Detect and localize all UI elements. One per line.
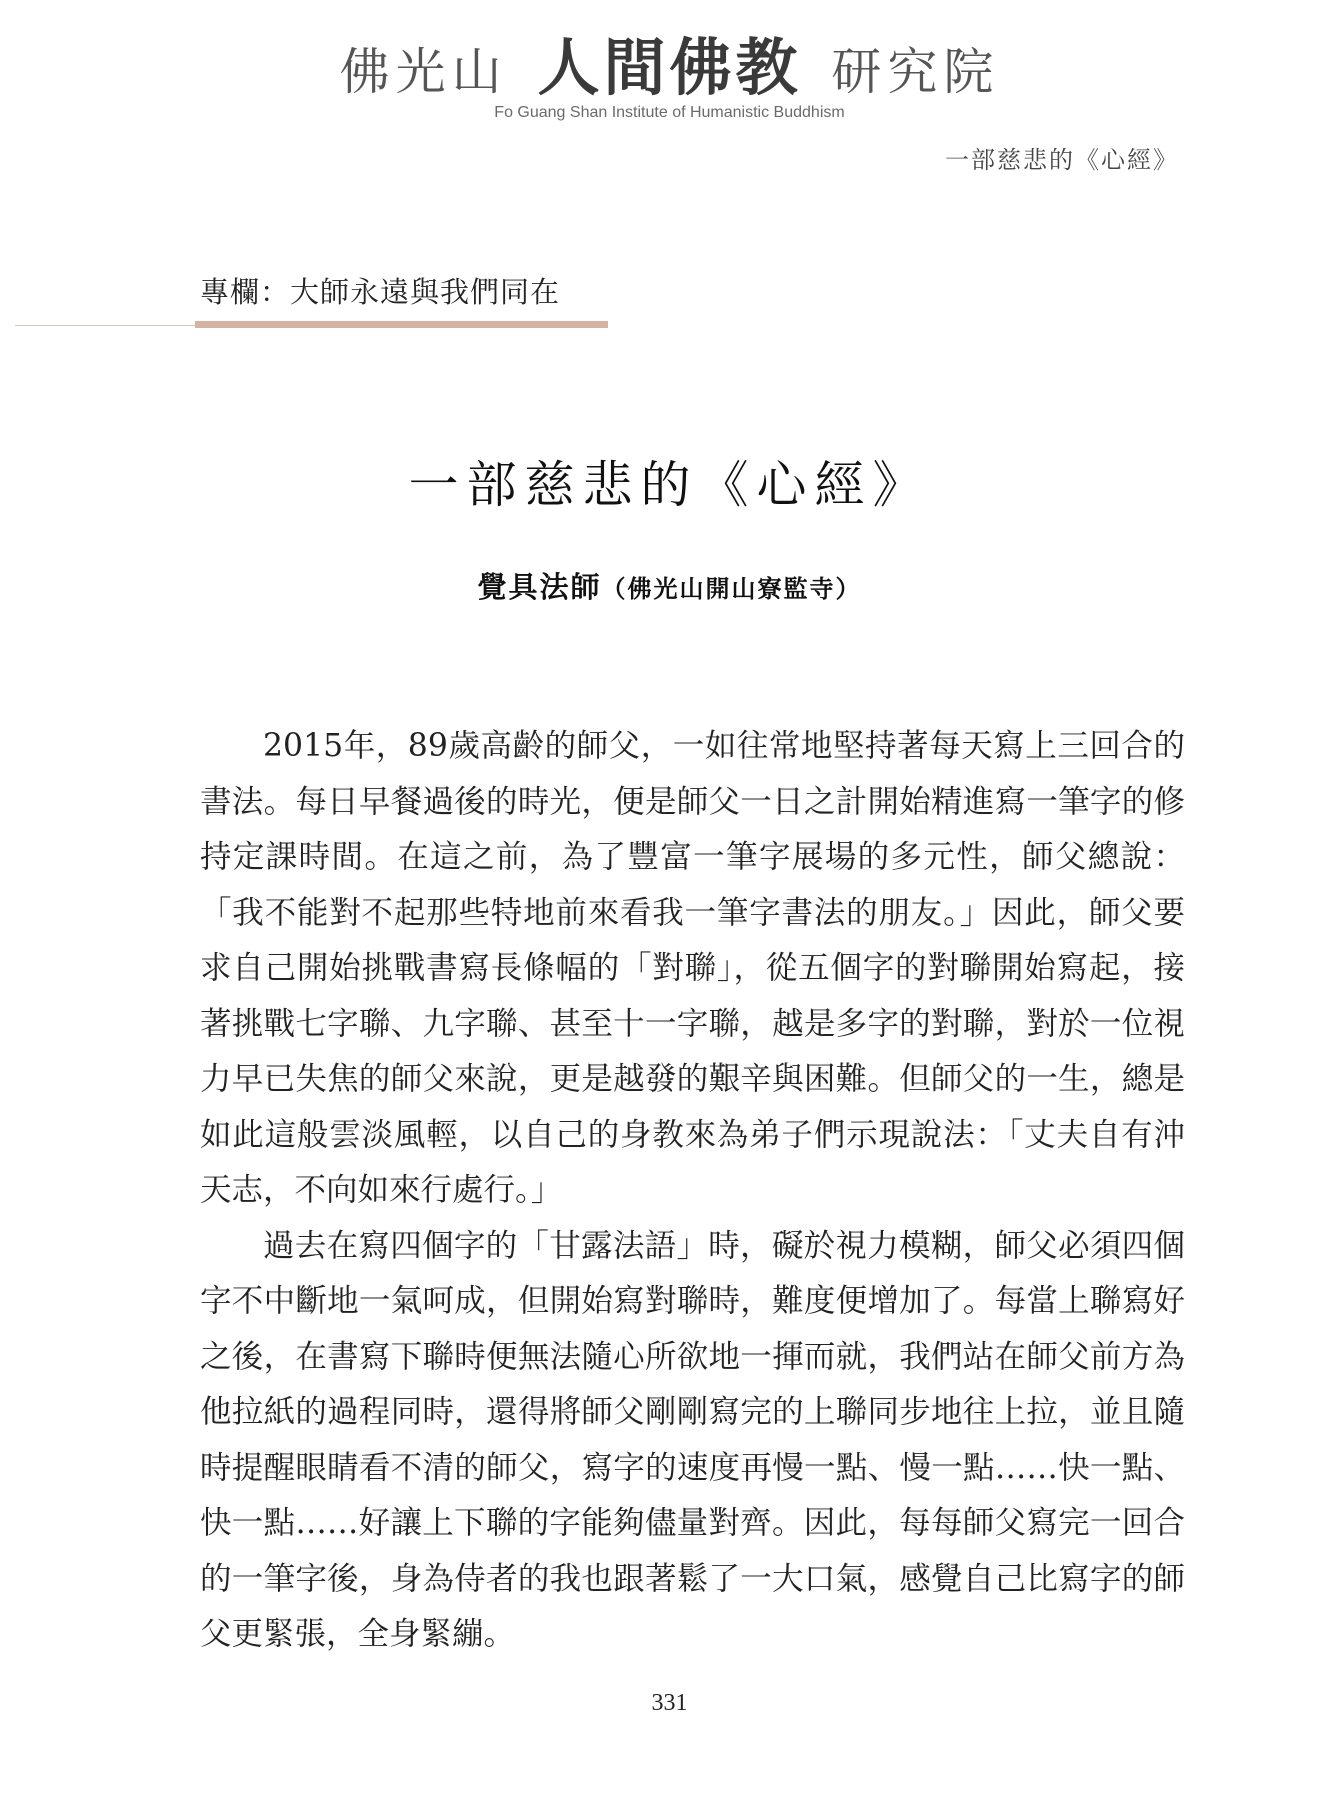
author-line <box>0 565 1339 606</box>
institute-name-calligraphy: 人間佛教 <box>537 31 802 104</box>
divider-thin <box>15 325 200 326</box>
author-affiliation: （佛光山開山寮監寺） <box>601 574 862 603</box>
institute-name-right: 研究院 <box>831 43 1000 101</box>
page-number: 331 <box>651 1690 688 1716</box>
author-name: 覺具法師 <box>477 570 602 604</box>
article-title: 一部慈悲的《心經》 <box>408 456 931 514</box>
institute-name-left: 佛光山 <box>339 43 508 101</box>
body-paragraph-1: 2015年，89歲高齡的師父，一如往常地堅持著每天寫上三回合的書法。每日早餐過後的時光，便是師父一日之計開始精進寫一筆字的修持定課時間。在這之前，為了豐富一筆字展場的多元性，師父總說：「我不能對不起那些特地前來看我一筆字書法的朋友。」因此，師父要求自己開始挑戰書寫長條幅的「對聯」，從五個字的對聯開始寫起，接著挑戰七字聯、九字聯、甚至十一字聯，越是多字的對聯，對於一位視力早已失焦的師父來說，更是越發的艱辛與困難。但師父的一生，總是如此這般雲淡風輕，以自己的身教來為弟子們示現說法：「丈夫自有沖天志，不向如來行處行。」 <box>200 728 1185 1208</box>
running-head: 一部慈悲的《心經》 <box>945 146 1179 174</box>
institute-english-name: Fo Guang Shan Institute of Humanistic Buddhism <box>494 104 845 121</box>
divider-accent <box>195 321 608 328</box>
body-paragraph-2: 過去在寫四個字的「甘露法語」時，礙於視力模糊，師父必須四個字不中斷地一氣呵成，但開始寫對聯時，難度便增加了。每當上聯寫好之後，在書寫下聯時便無法隨心所欲地一揮而就，我們站在師父前方為他拉紙的過程同時，還得將師父剛剛寫完的上聯同步地往上拉，並且隨時提醒眼睛看不清的師父，寫字的速度再慢一點、慢一點……快一點、快一點……好讓上下聯的字能夠儘量對齊。因此，每每師父寫完一回合的一筆字後，身為侍者的我也跟著鬆了一大口氣，感覺自己比寫字的師父更緊張，全身緊繃。 <box>200 1227 1185 1652</box>
column-label: 專欄：大師永遠與我們同在 <box>200 275 561 309</box>
article-body <box>200 719 1185 1663</box>
institute-logo-title <box>0 31 1339 104</box>
